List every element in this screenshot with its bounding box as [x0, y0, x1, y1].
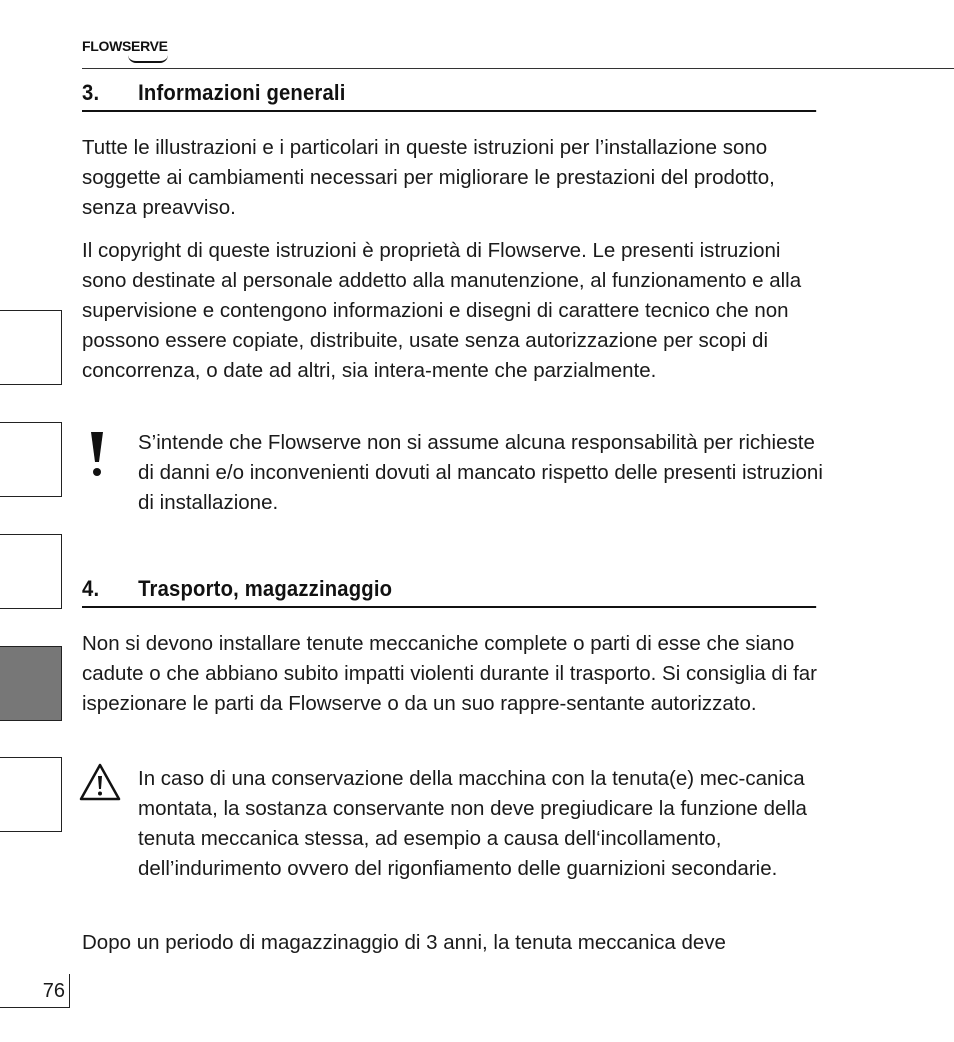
- header-rule: [82, 68, 954, 69]
- section-4-paragraph-1: Non si devono installare tenute meccaniche complete o parti di esse che siano cadute o che abbiano subito impatti violenti durante il trasporto. Si consiglia di far ispezionare le parti da Flowserve o da un suo rappre-sentante autorizzato.: [82, 632, 818, 715]
- chapter-tab-2: [0, 422, 62, 497]
- section-4-final-paragraph: Dopo un periodo di magazzinaggio di 3 anni, la tenuta meccanica deve: [82, 931, 726, 954]
- flowserve-logo: FLOWSERVE: [82, 38, 168, 54]
- section-4-warning: In caso di una conservazione della macchina con la tenuta(e) mec-canica montata, la sostanza conservante non deve pregiudicare la funzione della tenuta meccanica stessa, ad esempio a causa dell‘incollamento, dell’indurimento ovvero del rigonfiamento delle guarnizioni secondarie.: [138, 767, 807, 880]
- section-4-title: Trasporto, magazzinaggio: [138, 576, 393, 601]
- section-3-paragraph-1: Tutte le illustrazioni e i particolari in queste istruzioni per l’installazione sono soggette ai cambiamenti necessari per migliorare le prestazioni del prodotto, senza preavviso.: [82, 136, 775, 219]
- page-number: 76: [0, 974, 70, 1008]
- chapter-tab-3: [0, 534, 62, 609]
- section-4-heading: [82, 576, 816, 608]
- section-3-heading: [82, 80, 816, 112]
- section-3-note: S’intende che Flowserve non si assume alcuna responsabilità per richieste di danni e/o inconvenienti dovuti al mancato rispetto delle presenti istruzioni di installazione.: [138, 431, 823, 514]
- logo-swoosh-icon: [128, 55, 168, 63]
- warning-triangle-icon: [78, 762, 122, 802]
- chapter-tab-active: [0, 646, 62, 721]
- section-3-paragraph-2: Il copyright di queste istruzioni è proprietà di Flowserve. Le presenti istruzioni sono destinate al personale addetto alla manutenzione, al funzionamento e alla supervisione e contengono informazioni e disegni di carattere tecnico che non possono essere copiate, distribuite, usate senza autorizzazione per scopi di concorrenza, o date ad altri, sia intera-mente che parzialmente.: [82, 239, 802, 382]
- chapter-tab-1: [0, 310, 62, 385]
- section-3-title: Informazioni generali: [138, 80, 346, 105]
- section-3-number: 3.: [82, 80, 100, 105]
- chapter-tab-5: [0, 757, 62, 832]
- section-4-number: 4.: [82, 576, 100, 601]
- exclamation-icon: [90, 430, 104, 478]
